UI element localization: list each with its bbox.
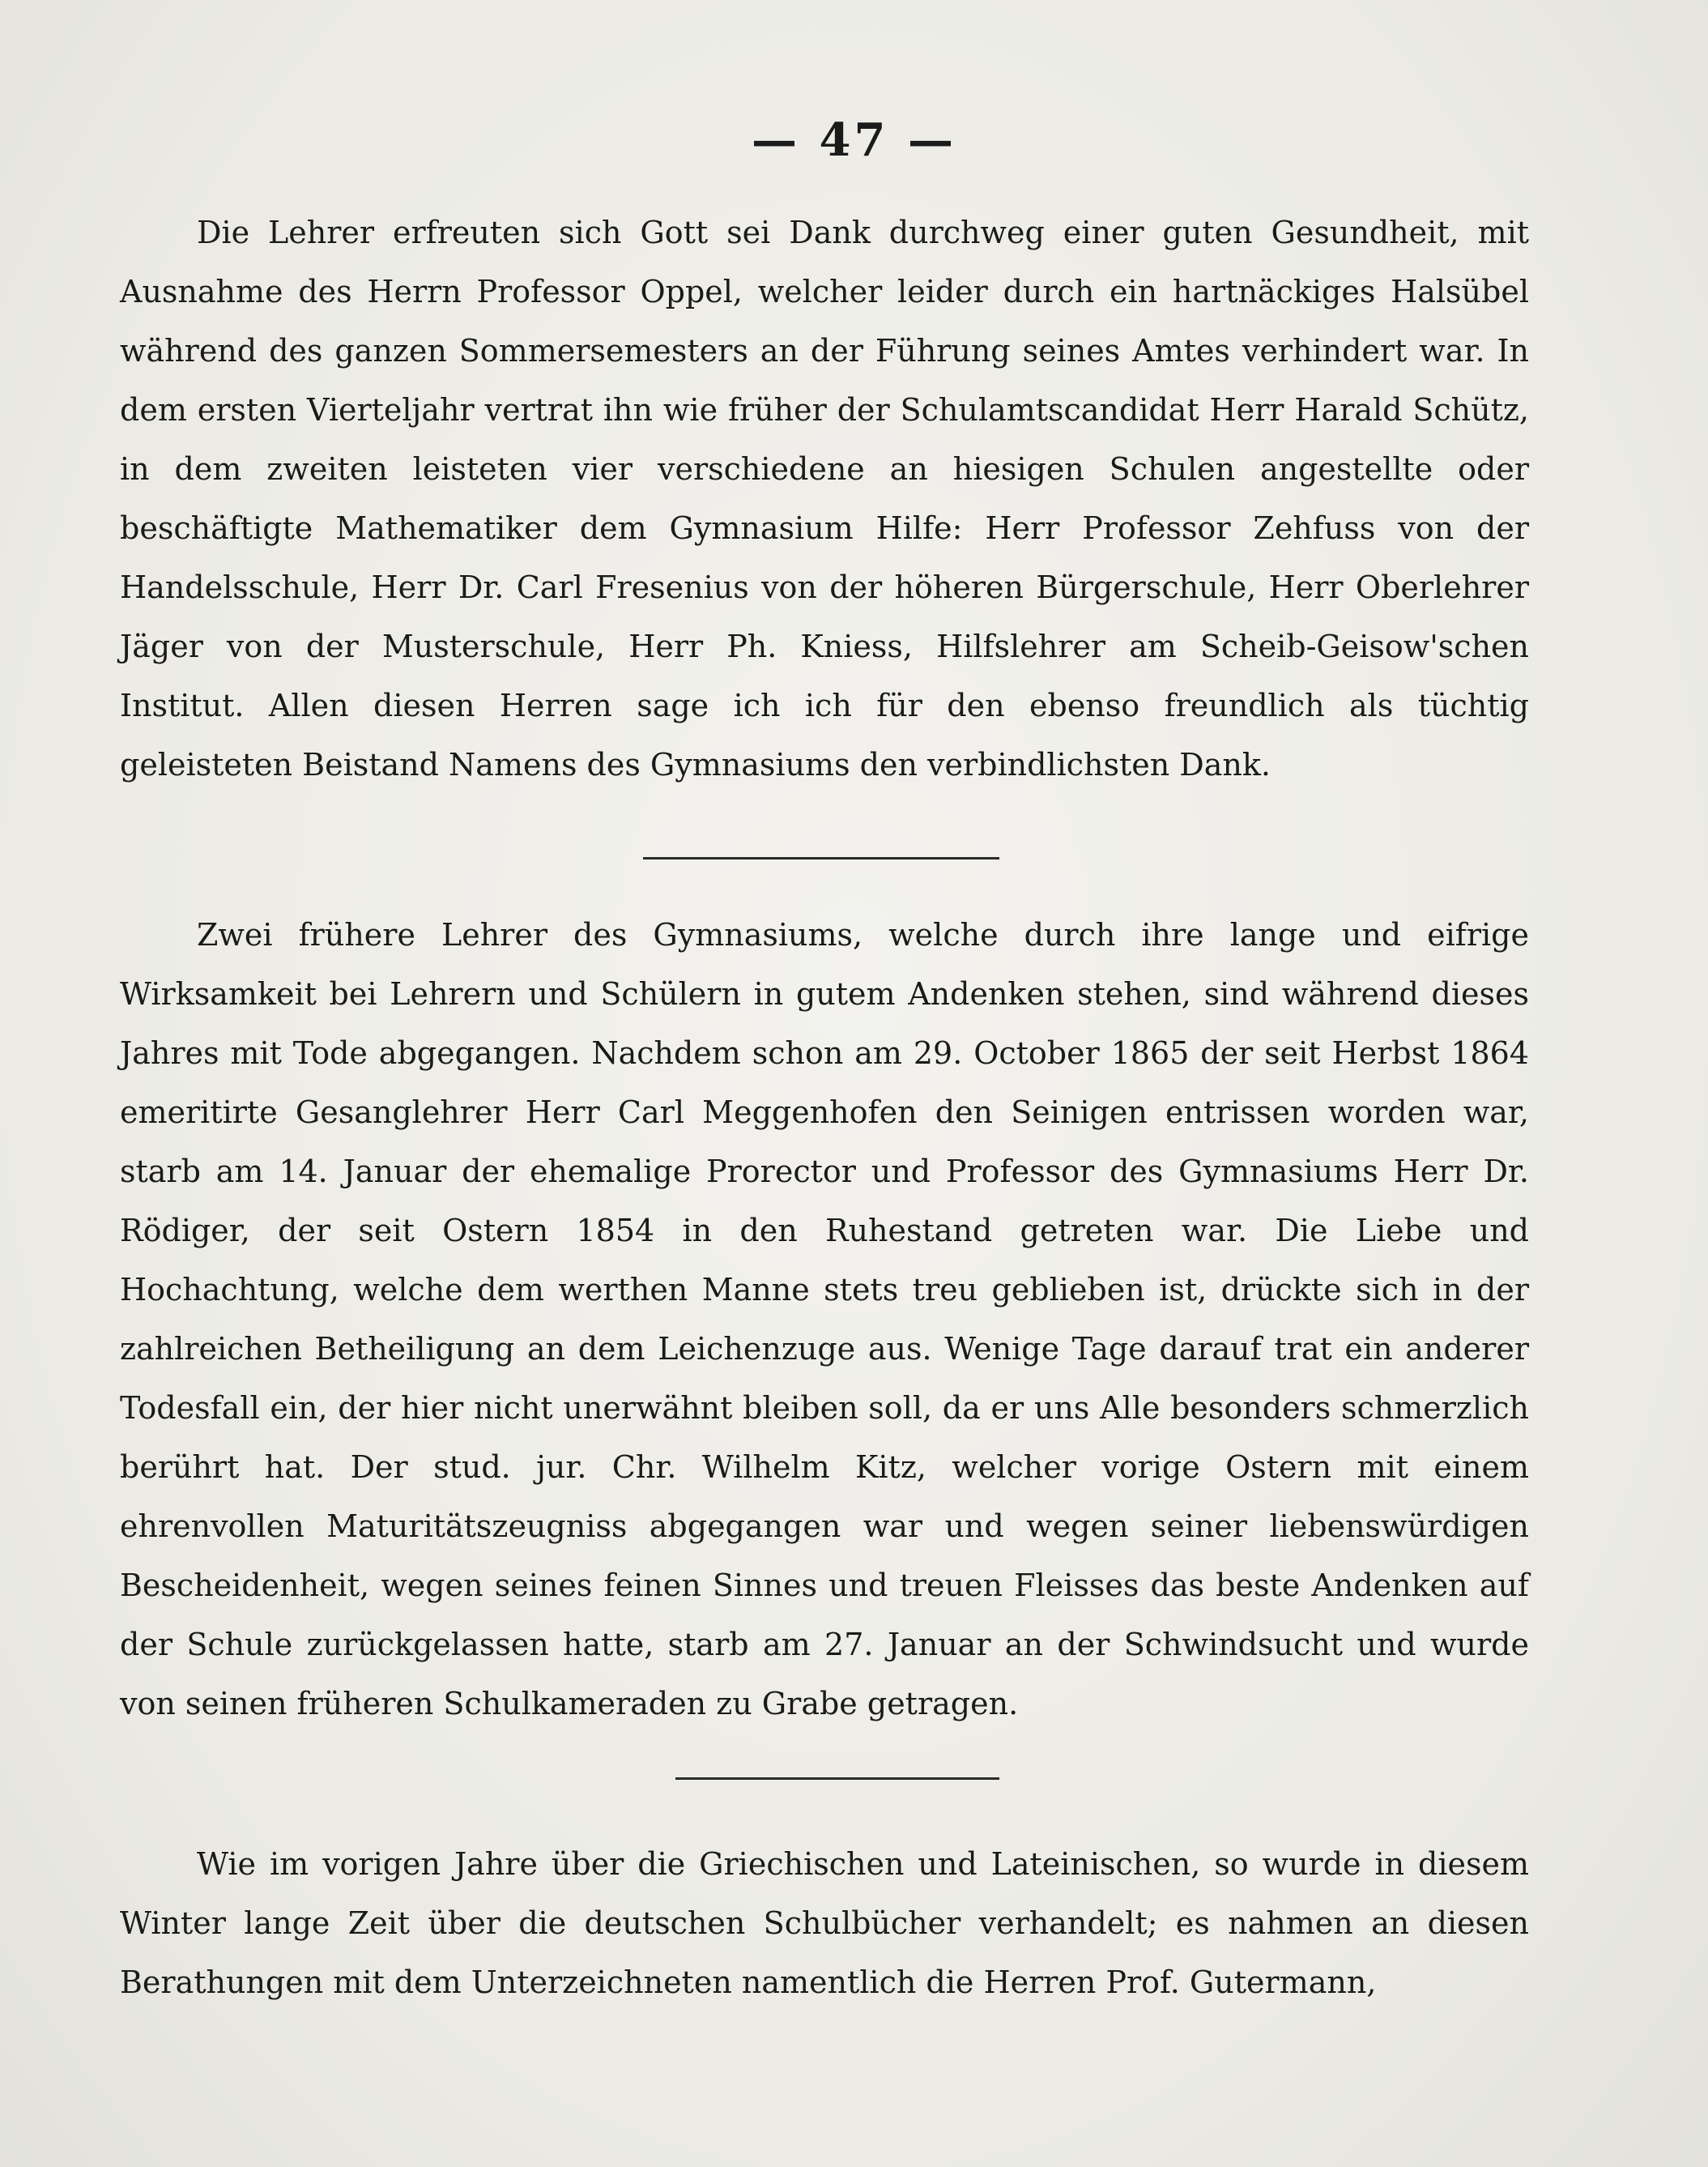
paragraph-schoolbooks [120,1835,1529,2012]
page-number: — 47 — [752,113,956,167]
paragraph-text: Zwei frühere Lehrer des Gymnasiums, welche durch ihre lange und eifrige Wirksamkeit bei Lehrern und Schülern in gutem Andenken stehen, sind während dieses Jahres mit Tode abgegangen. Nachdem schon am 29. October 1865 der seit Herbst 1864 emeritirte Gesanglehrer Herr Carl Meggenhofen den Seinigen entrissen worden war, starb am 14. Januar der ehemalige Prorector und Professor des Gymnasiums Herr Dr. Rödiger, der seit Ostern 1854 in den Ruhestand getreten war. Die Liebe und Hochachtung, welche dem werthen Manne stets treu geblieben ist, drückte sich in der zahlreichen Betheiligung an dem Leichenzuge aus. Wenige Tage darauf trat ein anderer Todesfall ein, der hier nicht unerwähnt bleiben soll, da er uns Alle besonders schmerzlich berührt hat. Der stud. jur. Chr. Wilhelm Kitz, welcher vorige Ostern mit einem ehrenvollen Maturitätszeugniss abgegangen war und wegen seiner liebenswürdigen Bescheidenheit, wegen seines feinen Sinnes und treuen Fleisses das beste Andenken auf der Schule zurückgelassen hatte, starb am 27. Januar an der Schwindsucht und wurde von seinen früheren Schulkameraden zu Grabe getragen. [120,917,1529,1721]
paragraph-teachers-health [120,203,1529,795]
paragraph-text: Wie im vorigen Jahre über die Griechischen und Lateinischen, so wurde in diesem Winter lange Zeit über die deutschen Schulbücher verhandelt; es nahmen an diesen Berathungen mit dem Unterzeichneten namentlich die Herren Prof. Gutermann, [120,1846,1529,2000]
section-divider [675,1777,999,1780]
section-divider [643,857,999,860]
paragraph-text: Die Lehrer erfreuten sich Gott sei Dank durchweg einer guten Gesundheit, mit Ausnahme des Herrn Professor Oppel, welcher leider durch ein hartnäckiges Halsübel während des ganzen Sommersemesters an der Führung seines Amtes verhindert war. In dem ersten Vierteljahr vertrat ihn wie früher der Schulamtscandidat Herr Harald Schütz, in dem zweiten leisteten vier verschiedene an hiesigen Schulen angestellte oder beschäftigte Mathematiker dem Gymnasium Hilfe: Herr Professor Zehfuss von der Handelsschule, Herr Dr. Carl Fresenius von der höheren Bürgerschule, Herr Oberlehrer Jäger von der Musterschule, Herr Ph. Kniess, Hilfslehrer am Scheib-Geisow'schen Institut. Allen diesen Herren sage ich ich für den ebenso freundlich als tüchtig geleisteten Beistand Namens des Gymnasiums den verbindlichsten Dank. [120,215,1529,783]
paragraph-obituaries [120,906,1529,1734]
